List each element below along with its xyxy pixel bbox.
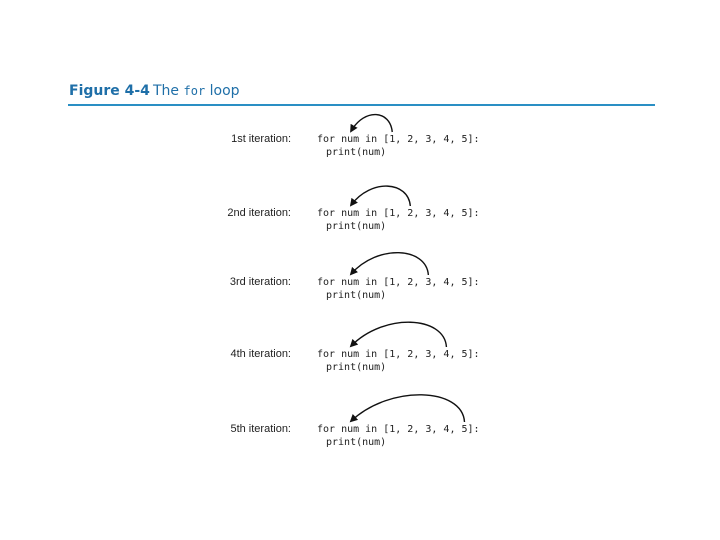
code-line-print: print(num) (326, 362, 387, 373)
iteration-arrow (351, 115, 392, 132)
iteration-row (230, 253, 480, 301)
code-line-print: print(num) (326, 290, 387, 301)
code-line-print: print(num) (326, 147, 387, 158)
iteration-label: 2nd iteration: (227, 207, 291, 219)
iteration-arrow (351, 322, 446, 347)
iteration-label: 3rd iteration: (229, 276, 291, 288)
iteration-row (231, 115, 479, 158)
code-line-for: for num in [1, 2, 3, 4, 5]: (317, 208, 480, 219)
code-line-for: for num in [1, 2, 3, 4, 5]: (317, 134, 480, 145)
caption-keyword: for (183, 84, 206, 98)
code-line-for: for num in [1, 2, 3, 4, 5]: (317, 424, 480, 435)
iteration-label: 5th iteration: (230, 423, 291, 435)
iteration-arrow (351, 253, 428, 275)
code-line-print: print(num) (326, 437, 387, 448)
code-line-print: print(num) (326, 221, 387, 232)
code-line-for: for num in [1, 2, 3, 4, 5]: (317, 349, 480, 360)
iteration-row (230, 322, 479, 373)
iteration-arrow (351, 186, 410, 206)
iteration-arrow (351, 395, 464, 422)
code-line-for: for num in [1, 2, 3, 4, 5]: (317, 277, 480, 288)
iteration-label: 4th iteration: (230, 348, 291, 360)
iteration-row (230, 395, 479, 448)
iteration-label: 1st iteration: (231, 133, 291, 145)
caption-suffix: loop (209, 83, 240, 99)
caption-prefix: The (153, 83, 180, 99)
iteration-row (227, 186, 479, 232)
figure-label: Figure 4-4 (69, 83, 150, 99)
